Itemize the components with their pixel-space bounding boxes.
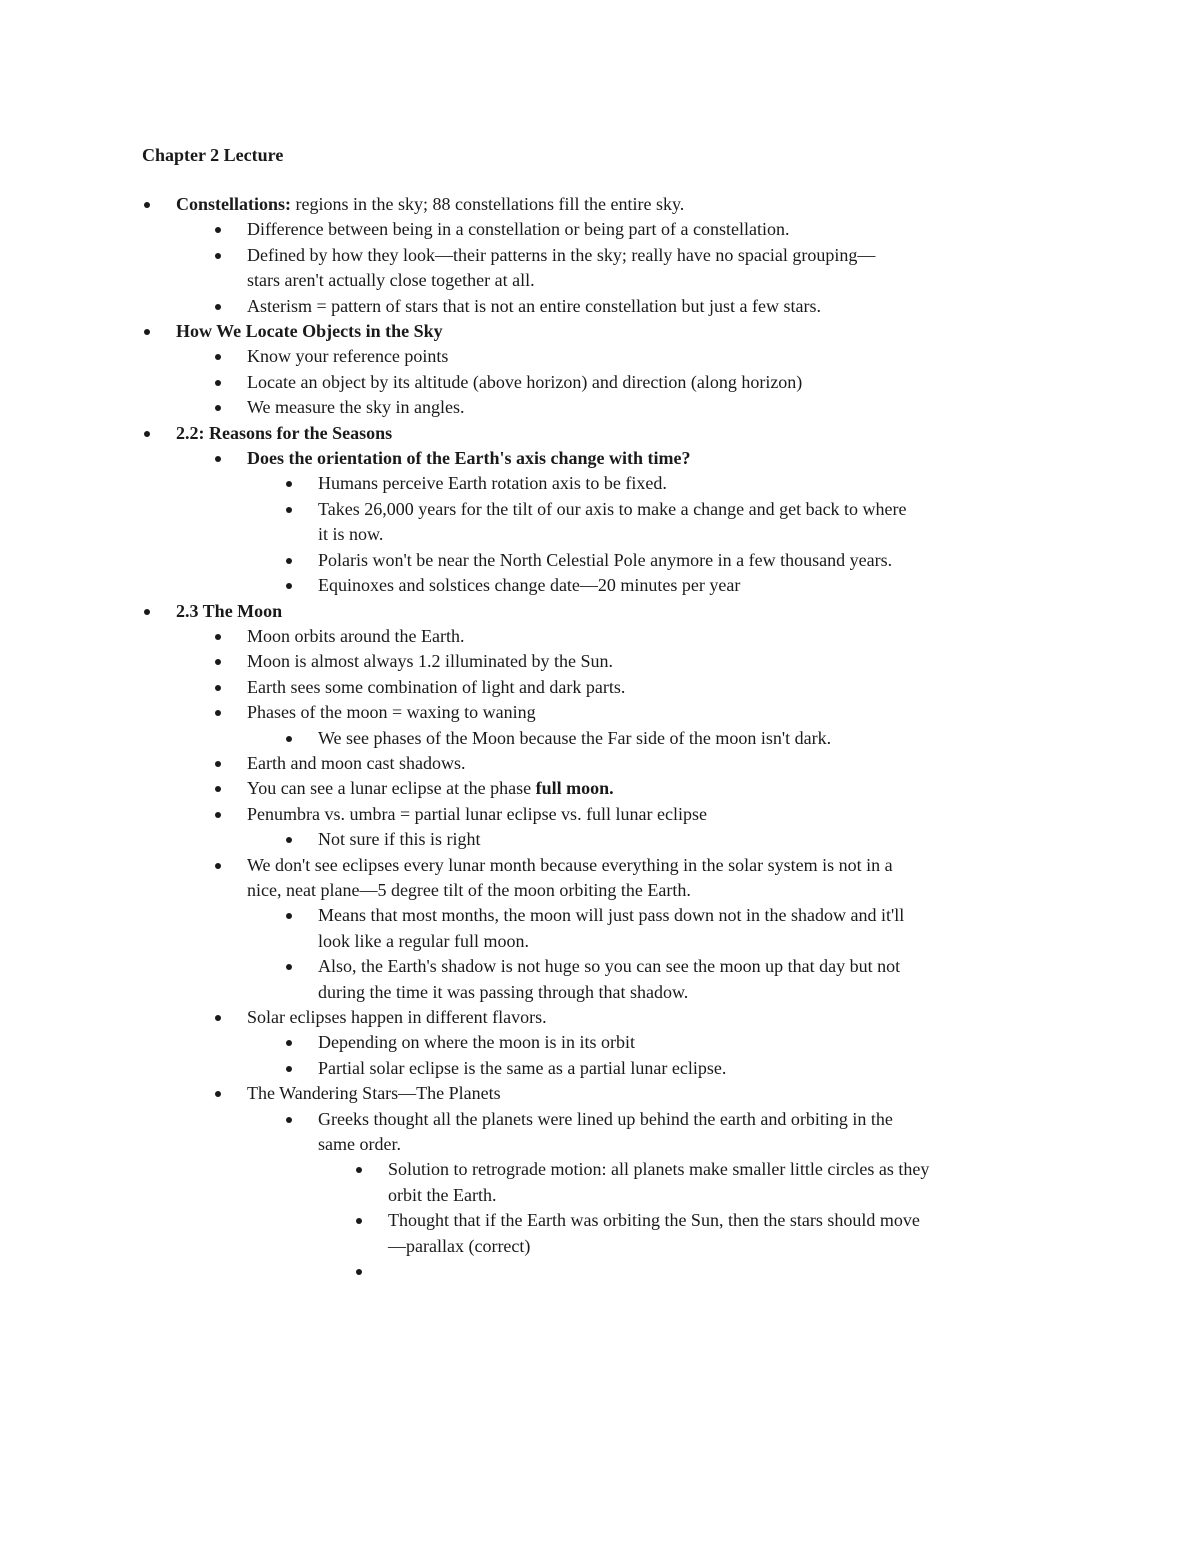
list-item-continuation [0, 1234, 1200, 1259]
bullet-icon [215, 456, 221, 462]
bullet-icon [356, 1269, 362, 1275]
list-item-plain-text: We see phases of the Moon because the Far side of the moon isn't dark. [318, 727, 832, 748]
list-item-plain-text: You can see a lunar eclipse at the phase [247, 778, 536, 799]
list-item [0, 776, 1200, 801]
list-item-text [247, 446, 1200, 471]
list-item [0, 421, 1200, 446]
bullet-icon [215, 253, 221, 259]
bullet-icon [356, 1218, 362, 1224]
list-item-plain-text: We measure the sky in angles. [247, 397, 465, 418]
list-item-text [318, 548, 1200, 573]
bullet-icon [286, 583, 292, 589]
list-item-text [318, 471, 1200, 496]
list-item [0, 726, 1200, 751]
list-item-plain-text: Phases of the moon = waxing to waning [247, 702, 536, 723]
page-title: Chapter 2 Lecture [142, 145, 284, 165]
bullet-icon [144, 609, 150, 615]
bullet-icon [215, 304, 221, 310]
bullet-icon [286, 1040, 292, 1046]
bullet-icon [215, 1015, 221, 1021]
list-item [0, 548, 1200, 573]
list-item [0, 751, 1200, 776]
list-item [0, 827, 1200, 852]
bullet-icon [215, 227, 221, 233]
list-item [0, 1107, 1200, 1132]
list-item-bold-text: How We Locate Objects in the Sky [176, 321, 443, 342]
list-item-text [318, 1056, 1200, 1081]
list-item-plain-text: Takes 26,000 years for the tilt of our axis to make a change and get back to where [318, 498, 907, 519]
list-item-text [247, 624, 1200, 649]
list-item-text [247, 294, 1200, 319]
list-item [0, 395, 1200, 420]
list-item [0, 573, 1200, 598]
list-item-text [176, 421, 1200, 446]
list-item-plain-text: Moon orbits around the Earth. [247, 625, 465, 646]
list-item-bold-text: Constellations: [176, 194, 292, 214]
list-item [0, 217, 1200, 242]
bullet-icon [286, 1066, 292, 1072]
list-item-continuation [0, 980, 1200, 1005]
list-item-text [247, 243, 1200, 268]
list-item [0, 649, 1200, 674]
list-item-plain-text: Solution to retrograde motion: all planets make smaller little circles as they [388, 1159, 930, 1180]
list-item-plain-text: Equinoxes and solstices change date—20 minutes per year [318, 575, 741, 596]
list-item-text [247, 853, 1200, 878]
list-item-text [318, 497, 1200, 522]
bullet-icon [286, 964, 292, 970]
list-item [0, 192, 1200, 217]
list-item-text [318, 1132, 1200, 1157]
bullet-icon [286, 1117, 292, 1123]
list-item [0, 446, 1200, 471]
list-item [0, 700, 1200, 725]
bullet-icon [286, 507, 292, 513]
list-item-text [247, 649, 1200, 674]
list-item-plain-text: Moon is almost always 1.2 illuminated by the Sun. [247, 651, 613, 672]
list-item-continuation [0, 268, 1200, 293]
list-item-text [247, 700, 1200, 725]
list-item [0, 1005, 1200, 1030]
list-item-plain-text: orbit the Earth. [388, 1184, 497, 1205]
list-item-plain-text: The Wandering Stars—The Planets [247, 1083, 501, 1104]
list-item-plain-text: Means that most months, the moon will just pass down not in the shadow and it'll [318, 905, 905, 926]
list-item [0, 497, 1200, 522]
list-item-text [318, 903, 1200, 928]
bullet-icon [286, 481, 292, 487]
list-item-text [247, 344, 1200, 369]
list-item-plain-text: Difference between being in a constellation or being part of a constellation. [247, 219, 790, 240]
bullet-icon [356, 1167, 362, 1173]
list-item-text [247, 1005, 1200, 1030]
bullet-icon [215, 405, 221, 411]
bullet-icon [286, 736, 292, 742]
list-item-continuation [0, 1132, 1200, 1157]
list-item-text [318, 1030, 1200, 1055]
list-item-plain-text: Solar eclipses happen in different flavors. [247, 1007, 547, 1027]
bullet-icon [144, 431, 150, 437]
list-item [0, 1056, 1200, 1081]
list-item [0, 903, 1200, 928]
list-item-plain-text: Locate an object by its altitude (above horizon) and direction (along horizon) [247, 371, 803, 392]
list-item-bold-text: 2.3 The Moon [176, 600, 283, 621]
list-item [0, 599, 1200, 624]
bullet-icon [215, 380, 221, 386]
list-item [0, 1157, 1200, 1182]
list-item-plain-text: Earth sees some combination of light and dark parts. [247, 676, 626, 697]
bullet-icon [144, 202, 150, 208]
list-item-text [318, 954, 1200, 979]
list-item-bold-text: Does the orientation of the Earth's axis change with time? [247, 448, 691, 469]
list-item-plain-text: Know your reference points [247, 346, 449, 367]
list-item-text [318, 522, 1200, 547]
list-item-text [318, 573, 1200, 598]
list-item [0, 370, 1200, 395]
list-item-text [388, 1157, 1200, 1182]
bullet-icon [215, 685, 221, 691]
list-item-plain-text: stars aren't actually close together at all. [247, 270, 535, 291]
bullet-icon [215, 1091, 221, 1097]
bullet-icon [215, 863, 221, 869]
list-item-plain-text: Partial solar eclipse is the same as a partial lunar eclipse. [318, 1057, 727, 1078]
bullet-icon [215, 659, 221, 665]
list-item [0, 954, 1200, 979]
lecture-notes-list [0, 192, 1200, 1259]
list-item-text [318, 827, 1200, 852]
list-item-text [318, 1107, 1200, 1132]
list-item [0, 344, 1200, 369]
bullet-icon [215, 354, 221, 360]
list-item [0, 1208, 1200, 1233]
list-item-plain-text: same order. [318, 1134, 401, 1155]
bullet-icon [215, 710, 221, 716]
list-item-text [247, 675, 1200, 700]
bullet-icon [215, 786, 221, 792]
list-item-plain-text: Humans perceive Earth rotation axis to be fixed. [318, 473, 667, 494]
list-item [0, 624, 1200, 649]
list-item [0, 675, 1200, 700]
list-item-text [247, 802, 1200, 827]
list-item-plain-text: during the time it was passing through that shadow. [318, 981, 689, 1002]
list-item-bold-text: full moon. [535, 778, 614, 799]
list-item [0, 319, 1200, 344]
list-item-plain-text: Penumbra vs. umbra = partial lunar eclipse vs. full lunar eclipse [247, 803, 708, 824]
list-item-text [176, 599, 1200, 624]
list-item-plain-text: Polaris won't be near the North Celestial Pole anymore in a few thousand years. [318, 549, 893, 570]
list-item-plain-text: We don't see eclipses every lunar month because everything in the solar system is not in a [247, 854, 893, 875]
bullet-icon [286, 837, 292, 843]
list-item-continuation [0, 1183, 1200, 1208]
list-item-text [388, 1208, 1200, 1233]
list-item-text [247, 776, 1200, 801]
list-item-plain-text: Depending on where the moon is in its orbit [318, 1032, 635, 1053]
list-item-text [247, 268, 1200, 293]
list-item-continuation [0, 878, 1200, 903]
list-item-bold-text: 2.2: Reasons for the Seasons [176, 422, 393, 443]
list-item-plain-text: look like a regular full moon. [318, 930, 529, 951]
list-item-plain-text: Asterism = pattern of stars that is not an entire constellation but just a few stars. [247, 295, 822, 316]
list-item-plain-text: nice, neat plane—5 degree tilt of the moon orbiting the Earth. [247, 879, 691, 900]
list-item-plain-text: Also, the Earth's shadow is not huge so you can see the moon up that day but not [318, 956, 901, 977]
list-item-text [247, 751, 1200, 776]
list-item [0, 243, 1200, 268]
list-item [0, 853, 1200, 878]
list-item-text [388, 1183, 1200, 1208]
list-item [0, 1081, 1200, 1106]
list-item-plain-text: regions in the sky; 88 constellations fill the entire sky. [291, 194, 685, 214]
list-item-text [176, 319, 1200, 344]
list-item-text [318, 980, 1200, 1005]
list-item-continuation [0, 522, 1200, 547]
bullet-icon [286, 913, 292, 919]
list-item-plain-text: Defined by how they look—their patterns in the sky; really have no spacial grouping— [247, 244, 876, 265]
list-item-text [176, 192, 1200, 217]
list-item [0, 294, 1200, 319]
list-item-text [388, 1234, 1200, 1259]
list-item-text [247, 395, 1200, 420]
bullet-icon [144, 329, 150, 335]
list-item-text [247, 1081, 1200, 1106]
list-item-plain-text: —parallax (correct) [388, 1235, 531, 1256]
list-item [0, 802, 1200, 827]
list-item-plain-text: Greeks thought all the planets were lined up behind the earth and orbiting in the [318, 1108, 893, 1129]
list-item-continuation [0, 929, 1200, 954]
list-item-plain-text: Earth and moon cast shadows. [247, 752, 466, 773]
list-item [0, 1030, 1200, 1055]
list-item-text [247, 878, 1200, 903]
list-item-plain-text: Not sure if this is right [318, 829, 481, 850]
list-item [0, 471, 1200, 496]
bullet-icon [286, 558, 292, 564]
bullet-icon [215, 634, 221, 640]
list-item-text [318, 929, 1200, 954]
list-item-text [318, 726, 1200, 751]
bullet-icon [215, 812, 221, 818]
list-item-text [247, 217, 1200, 242]
list-item-plain-text: it is now. [318, 524, 384, 545]
list-item-text [247, 370, 1200, 395]
bullet-icon [215, 761, 221, 767]
list-item-plain-text: Thought that if the Earth was orbiting the Sun, then the stars should move [388, 1210, 920, 1231]
